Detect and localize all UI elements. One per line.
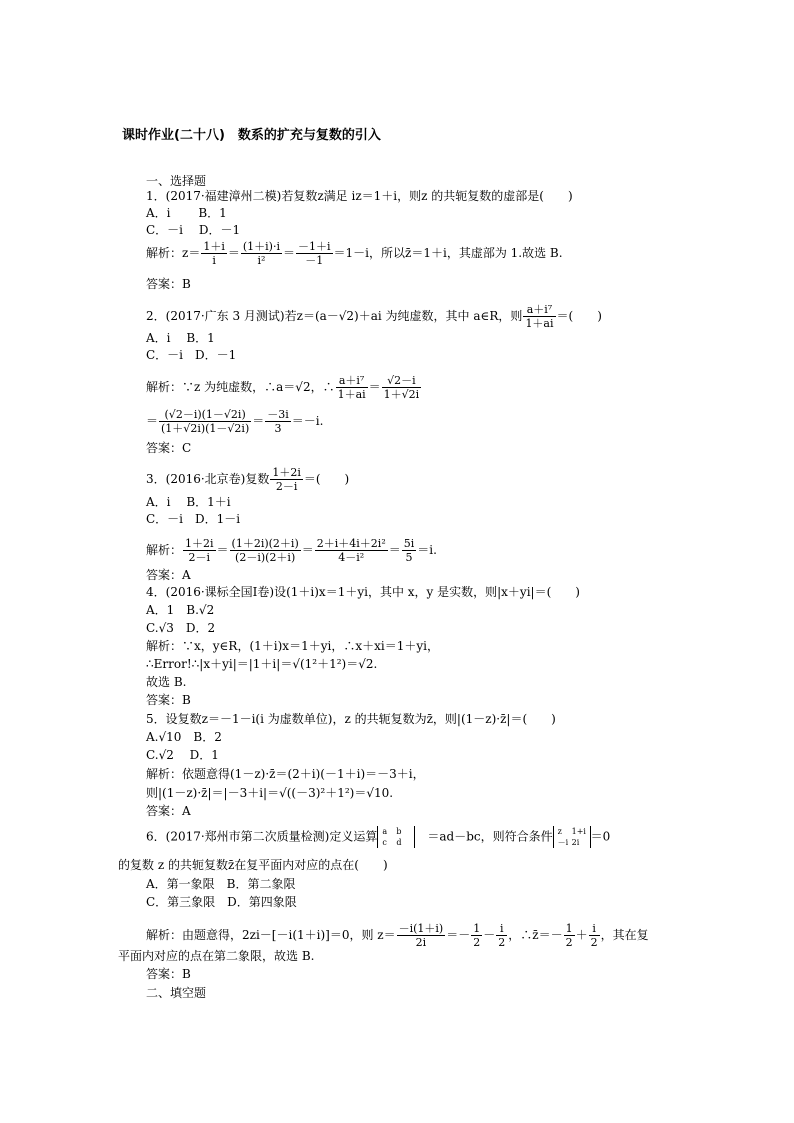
q4-options-cd: C.√3 D．2 xyxy=(146,621,216,635)
q5-stem: 5．设复数z＝－1－i(i 为虚数单位)，z 的共轭复数为z̄，则|(1－z)·z̄|＝( ) xyxy=(146,712,556,726)
q4-solution-line2: ∴Error!∴|x＋yi|＝|1＋i|＝√(1²＋1²)＝√2. xyxy=(146,657,378,671)
q5-options-cd: C.√2 D．1 xyxy=(146,748,219,762)
q2-options-ab: A．i B．1 xyxy=(146,331,215,345)
det-entry: b xyxy=(396,827,402,836)
q6-sol-frac-3-den: 2 xyxy=(498,936,506,949)
q3-stem-end: ＝( ) xyxy=(303,472,350,486)
q3-stem xyxy=(146,466,349,493)
q2-sol-frac-2-den: 1＋√2i xyxy=(383,388,420,401)
q6-sol-frac-1-den: 2i xyxy=(415,936,427,949)
q1-stem: 1．(2017·福建漳州二模)若复数z满足 iz＝1＋i，则z 的共轭复数的虚部是( ) xyxy=(146,189,573,203)
q1-frac-3-num: －1＋i xyxy=(298,240,331,253)
q3-sol-frac-1-num: 1＋2i xyxy=(185,537,214,550)
q6-sol-frac-2-den: 2 xyxy=(473,936,481,949)
q1-options-ab: A．i B．1 xyxy=(146,206,227,220)
q6-sol-frac-2-num: 1 xyxy=(473,922,481,935)
q6-options-cd: C．第三象限 D．第四象限 xyxy=(146,895,297,909)
det-entry: 1+i xyxy=(571,827,586,836)
det-entry: 2i xyxy=(571,838,580,847)
section-fill-in: 二、填空题 xyxy=(146,986,207,1000)
q6-solution-b: ＝－ xyxy=(446,928,471,942)
q3-stem-frac-den: 2－i xyxy=(275,480,298,493)
q3-solution-end: ＝i. xyxy=(417,543,437,557)
det-entry: d xyxy=(396,838,402,847)
q6-sol-frac-1-num: －i(1＋i) xyxy=(398,922,444,935)
q5-solution-line2: 则|(1－z)·z̄|＝|－3＋i|＝√((－3)²＋1²)＝√10. xyxy=(146,786,394,800)
q1-frac-2-num: (1＋i)·i xyxy=(242,240,280,253)
q2-sol-frac-3-den: (1＋√2i)(1－√2i) xyxy=(161,422,250,435)
q3-sol-frac-3-num: 2＋i＋4i＋2i² xyxy=(316,537,386,550)
q6-stem-mid: ＝ad－bc，则符合条件 xyxy=(427,829,553,844)
q6-stem-text: 6．(2017·郑州市第二次质量检测)定义运算 xyxy=(146,829,378,844)
q2-answer: 答案：C xyxy=(146,441,192,455)
q2-sol-frac-4-num: －3i xyxy=(267,408,289,421)
q6-sol-frac-4-den: 2 xyxy=(565,936,573,949)
q3-solution: 解析： $\frac{1+2i}{2-i}$ ＝ $\frac{(1+2i)(2+i)}{(2-i)(2+i)}$ ＝ $\frac{\text{2＋i＋4i＋2i²}}{\text{4－i²}}$ ＝ $\frac{5i}{5}$ ＝i. xyxy=(146,537,437,564)
q1-frac-1-den: i xyxy=(212,254,216,267)
section-multiple-choice: 一、选择题 xyxy=(146,174,207,188)
q1-frac-3 xyxy=(296,240,333,267)
q2-stem-frac-den: 1＋ai xyxy=(525,317,554,330)
q4-solution-line1: 解析：∵x，y∈R，(1＋i)x＝1＋yi，∴x＋xi＝1＋yi， xyxy=(146,639,439,653)
q2-options-cd: C．－i D．－1 xyxy=(146,348,237,362)
q6-solution-line1 xyxy=(146,922,649,949)
q3-solution-text: 解析： xyxy=(146,543,183,557)
q2-solution-line1: 解析：∵z 为纯虚数，∴a＝√2，∴ $\frac{\text{a＋i⁷}}{1+ai}$ ＝ $\frac{√2-i}{1+√2i}$ xyxy=(146,374,420,401)
q2-sol-frac-2-num: √2－i xyxy=(382,374,422,388)
q3-sol-frac-2 xyxy=(230,537,301,564)
q1-frac-2-den: i² xyxy=(257,254,266,267)
q1-frac-1-num: 1＋i xyxy=(203,240,225,253)
q6-sol-frac-5-den: 2 xyxy=(590,936,598,949)
q6-solution-line2: 平面内对应的点在第二象限，故选 B. xyxy=(118,949,315,963)
q2-stem-frac xyxy=(523,303,555,330)
q6-options-ab: A．第一象限 B．第二象限 xyxy=(146,877,296,891)
q1-frac-3-den: －1 xyxy=(305,254,324,267)
q3-sol-frac-1 xyxy=(183,537,216,564)
q1-solution-prefix: 解析：z＝ xyxy=(146,246,201,260)
q6-sol-frac-3 xyxy=(496,922,507,949)
q3-sol-frac-3 xyxy=(315,537,388,564)
det-entry: z xyxy=(557,827,562,836)
q4-solution-line3: 故选 B. xyxy=(146,675,187,689)
q6-sol-frac-4 xyxy=(564,922,575,949)
q2-sol-frac-1 xyxy=(336,374,368,401)
q6-sol-frac-2 xyxy=(471,922,482,949)
q2-solution-eq: ＝ xyxy=(146,414,159,428)
q2-solution-end: ＝－i. xyxy=(291,414,324,428)
q1-frac-1 xyxy=(201,240,227,267)
q6-solution-e: ＋ xyxy=(575,928,588,942)
q4-options-ab: A．1 B.√2 xyxy=(146,603,215,617)
q3-sol-frac-4-num: 5i xyxy=(403,537,415,550)
q3-stem-frac-num: 1＋2i xyxy=(272,466,301,479)
q2-sol-frac-2 xyxy=(382,374,422,401)
q5-answer: 答案：A xyxy=(146,804,191,818)
q6-stem-line1 xyxy=(146,826,610,848)
q5-options-ab: A.√10 B．2 xyxy=(146,730,222,744)
q6-solution-d: ，∴z̄＝－ xyxy=(508,928,563,942)
q3-options-ab: A．i B．1＋i xyxy=(146,495,231,509)
det-entry: c xyxy=(382,838,387,847)
q6-solution-c: － xyxy=(483,928,496,942)
q6-sol-frac-1 xyxy=(397,922,446,949)
q6-solution-f: ，其在复 xyxy=(600,928,649,942)
q3-answer: 答案：A xyxy=(146,568,191,582)
q3-stem-frac xyxy=(270,466,303,493)
q2-sol-frac-1-num: a＋i⁷ xyxy=(336,374,368,388)
q6-sol-frac-3-num: i xyxy=(496,922,507,936)
q5-solution-line1: 解析：依题意得(1－z)·z̄＝(2＋i)(－1＋i)＝－3＋i， xyxy=(146,767,425,781)
q1-solution-suffix: ＝1－i，所以z̄＝1＋i，其虚部为 1.故选 B. xyxy=(333,246,563,260)
q2-stem-text: 2．(2017·广东 3 月测试)若z＝(a－√2)＋ai 为纯虚数，其中 a∈R，则 xyxy=(146,309,523,323)
q1-options-cd: C．－i D．－1 xyxy=(146,223,241,237)
q3-sol-frac-2-den: (2－i)(2＋i) xyxy=(235,551,296,564)
q3-sol-frac-2-num: (1＋2i)(2＋i) xyxy=(231,537,299,550)
q1-solution: 解析：z＝ $\frac{1+i}{i}$ ＝ $\frac{(1+i)\cdot i}{\text{i²}}$ ＝ $\frac{-1+i}{-1}$ ＝1－i，所以z̄＝1＋i，其虚部为 1.故选 B. xyxy=(146,240,563,267)
q3-sol-frac-4-den: 5 xyxy=(405,551,413,564)
page-title: 课时作业(二十八) 数系的扩充与复数的引入 xyxy=(122,128,381,143)
q1-frac-2 xyxy=(241,240,282,267)
q1-answer: 答案：B xyxy=(146,277,191,291)
q2-sol-frac-3-num: (√2－i)(1－√2i) xyxy=(159,408,251,422)
q3-sol-frac-1-den: 2－i xyxy=(188,551,211,564)
q2-sol-frac-4-den: 3 xyxy=(274,422,282,435)
q3-sol-frac-4 xyxy=(402,537,417,564)
q3-options-cd: C．－i D．1－i xyxy=(146,512,241,526)
q3-stem-text: 3．(2016·北京卷)复数 xyxy=(146,472,270,486)
q2-sol-frac-3 xyxy=(159,408,251,435)
q6-stem-line2: 的复数 z 的共轭复数z̄在复平面内对应的点在( ) xyxy=(118,858,388,872)
q6-sol-frac-5 xyxy=(589,922,600,949)
q2-sol-frac-4 xyxy=(265,408,291,435)
q2-solution-line2: ＝ $\frac{(√2-i)(1-√2i)}{(1+√2i)(1-√2i)}$ ＝ $\frac{-3i}{3}$ ＝－i. xyxy=(146,408,324,435)
q2-stem-frac-num: a＋i⁷ xyxy=(523,303,555,317)
q6-determinant-definition xyxy=(377,826,415,848)
q3-sol-frac-3-den: 4－i² xyxy=(338,551,365,564)
q4-answer: 答案：B xyxy=(146,693,191,707)
q6-solution-a: 解析：由题意得，2zi－[－i(1＋i)]＝0，则 z＝ xyxy=(146,928,396,942)
q6-sol-frac-4-num: 1 xyxy=(565,922,573,935)
q2-stem-end: ＝( ) xyxy=(556,309,602,323)
q2-sol-frac-1-den: 1＋ai xyxy=(337,388,366,401)
det-entry: a xyxy=(382,827,388,836)
det-entry: －i xyxy=(557,838,569,847)
q6-answer: 答案：B xyxy=(146,967,191,981)
q2-solution-text: 解析：∵z 为纯虚数，∴a＝√2，∴ xyxy=(146,380,335,394)
q6-stem-end: ＝0 xyxy=(590,829,611,844)
q2-stem xyxy=(146,303,602,330)
q4-stem: 4．(2016·课标全国Ⅰ卷)设(1＋i)x＝1＋yi，其中 x，y 是实数，则|x＋yi|＝( ) xyxy=(146,585,580,599)
q6-determinant-condition xyxy=(553,826,591,848)
q6-sol-frac-5-num: i xyxy=(589,922,600,936)
